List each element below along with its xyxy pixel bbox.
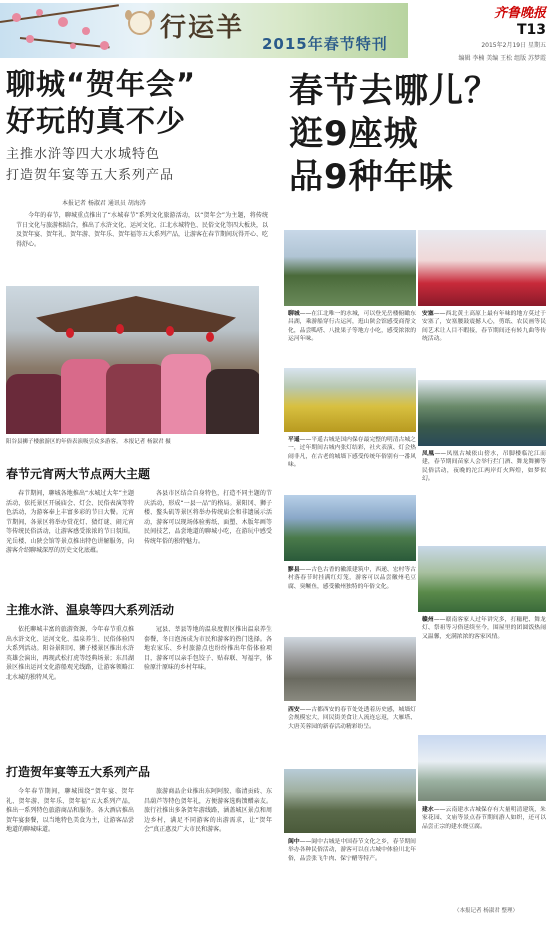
section-3-col2: 旅游商品企业推出东阿阿胶、临清贡砖、东昌葫芦等特色贺年礼，方便游客选购馈赠亲友。旅行社推出多条贺年游线路，涵盖城区景点和周边乡村，满足不同游客的出游需求，让“贺年会”真正惠及广大市民和游客。 <box>144 788 272 833</box>
photo-caption: 阳谷县狮子楼旅游区的年俗表演吸引众多游客。 本报记者 杨淑君 摄 <box>6 439 171 445</box>
langzhong-photo <box>284 769 416 833</box>
compiler-credit: （本报记者 杨淑君 整理） <box>454 908 518 914</box>
performer-image <box>161 354 211 434</box>
performer-image <box>6 374 66 434</box>
city-item-yixian: 黟县——古色古香的徽派建筑中，西递、宏村等古村落春节时挂满红灯笼，游客可以品尝徽州毛豆腐、臭鳜鱼，感受徽州独特的年俗文化。 <box>288 567 416 590</box>
right-headline <box>289 70 499 199</box>
page-number: T13 <box>516 22 546 38</box>
temple-fair-photo <box>6 286 259 434</box>
holiday-banner <box>0 3 408 58</box>
left-subhead-line2: 打造贺年宴等五大系列产品 <box>6 168 175 183</box>
city-item-pingyao: 平遥——平遥古城是国内保存最完整的明清古城之一，过年期间古城内张灯结彩，社火表演、灯会热闹非凡，在古老的城墙下感受传统年俗别有一番风味。 <box>288 437 416 468</box>
plum-blossom-image <box>100 41 109 50</box>
masthead <box>458 2 546 62</box>
right-headline-line1: 春节去哪儿？ <box>289 71 499 111</box>
city-item-langzhong: 阆中——阆中古城是中国春节文化之乡，春节期间举办各种民俗活动，游客可以在古城中体验川北年俗，品尝张飞牛肉、保宁醋等特产。 <box>288 839 416 862</box>
section-2-title: 主推水浒、温泉等四大系列活动 <box>6 603 175 617</box>
section-1 <box>6 465 272 556</box>
city-item-fenghuang: 凤凰——凤凰古城依山傍水，吊脚楼临沱江而建，春节期间苗家人会举行拦门酒、舞龙舞狮等民俗活动，夜晚的沱江两岸灯火辉煌，如梦似幻。 <box>422 451 546 482</box>
xian-photo <box>284 637 416 701</box>
plum-blossom-image <box>58 17 68 27</box>
intro-paragraph: 今年的春节，聊城重点推出了“水城春节”系列文化旅游活动，以“贺年会”为主题，将传统节日文化与旅游相结合，推出了水浒文化、运河文化、江北水城特色、民俗文化等四大板块，以及贺年宴、贺年礼、贺年游、贺年乐、贺年福等五大系列产品，让游客在春节期间玩得开心、吃得舒心。 <box>16 212 269 248</box>
city-item-ansai: 安塞——西北黄土高原上最有年味的地方莫过于安塞了，安塞腰鼓震撼人心，剪纸、农民画等民间艺术让人目不暇接，春节期间还有转九曲等传统活动。 <box>422 311 546 342</box>
city-name: 赣州 <box>422 617 434 623</box>
city-name: 凤凰 <box>422 451 435 457</box>
city-description: 古都西安的春节处处透着历史感，城墙灯会规模宏大，回民街美食让人流连忘返，大雁塔、大唐芙蓉园的新春活动精彩纷呈。 <box>288 707 416 730</box>
city-item-ganzhou: 赣州——赣南客家人过年讲究多，打糍粑、舞龙灯、祭祖等习俗延续至今，围屋里的团圆饭热闹又温馨，充满浓浓的客家风情。 <box>422 617 546 640</box>
plum-blossom-image <box>36 9 43 16</box>
city-item-liaocheng: 聊城——在江北唯一的水城，可以登光岳楼俯瞰东昌湖，乘游船穿行古运河，逛山陕会馆感受商帮文化，品尝呱嗒、八批果子等地方小吃，感受浓浓的运河年味。 <box>288 311 416 342</box>
section-3-title: 打造贺年宴等五大系列产品 <box>6 765 151 779</box>
lantern-image <box>116 324 124 334</box>
lantern-image <box>166 326 174 336</box>
liaocheng-photo <box>284 230 416 306</box>
section-2-col1: 依托聊城丰富的旅游资源，今年春节重点推出水浒文化、运河文化、温泉养生、民俗体验四大系列活动。阳谷景阳冈、狮子楼景区推出水浒英雄会演出，再现武松打虎等经典场景；东昌湖景区推出运河文化游船观光线路，让游客领略江北水城的独特风光。 <box>6 626 134 681</box>
jianshui-photo <box>418 735 546 801</box>
city-item-jianshui: 建水——云南建水古城保存有大量明清建筑，朱家花园、文庙等景点春节期间游人如织，还可以品尝正宗的建水烧豆腐。 <box>422 807 546 830</box>
right-headline-line2: 逛9座城 <box>289 114 419 154</box>
performer-image <box>106 364 166 434</box>
lantern-image <box>206 332 214 342</box>
page-header <box>0 0 550 60</box>
lantern-image <box>66 328 74 338</box>
city-item-xian: 西安——古都西安的春节处处透着历史感，城墙灯会规模宏大，回民街美食让人流连忘返，大雁塔、大唐芙蓉园的新春活动精彩纷呈。 <box>288 707 416 730</box>
city-name: 安塞 <box>422 311 434 317</box>
city-description: 西北黄土高原上最有年味的地方莫过于安塞了，安塞腰鼓震撼人心，剪纸、农民画等民间艺术让人目不暇接，春节期间还有转九曲等传统活动。 <box>422 311 546 342</box>
city-description: 云南建水古城保存有大量明清建筑，朱家花园、文庙等景点春节期间游人如织，还可以品尝正宗的建水烧豆腐。 <box>422 807 546 830</box>
city-name: 黟县 <box>288 567 300 573</box>
performer-image <box>61 359 111 434</box>
section-2-columns <box>6 625 272 682</box>
issue-date: 2015年2月19日 星期五 <box>481 42 546 49</box>
section-3-columns <box>6 787 272 835</box>
city-description: 古色古香的徽派建筑中，西递、宏村等古村落春节时挂满红灯笼，游客可以品尝徽州毛豆腐、臭鳜鱼，感受徽州独特的年俗文化。 <box>288 567 416 590</box>
city-name: 阆中 <box>288 839 300 845</box>
left-headline-line2: 好玩的真不少 <box>6 104 187 138</box>
crowd-image <box>206 369 259 434</box>
left-article <box>6 66 278 249</box>
left-subhead-line1: 主推水浒等四大水城特色 <box>6 147 161 162</box>
city-name: 聊城 <box>288 311 300 317</box>
city-name: 平遥 <box>288 437 300 443</box>
section-2 <box>6 601 272 682</box>
city-description: 阆中古城是中国春节文化之乡，春节期间举办各种民俗活动，游客可以在古城中体验川北年俗，品尝张飞牛肉、保宁醋等特产。 <box>288 839 416 862</box>
section-1-columns <box>6 489 272 556</box>
banner-subtitle: 2015年春节特刊 <box>262 35 388 53</box>
byline: 本报记者 杨淑君 通讯员 胡海涛 <box>62 200 146 207</box>
banner-title: 行运羊 <box>160 13 245 43</box>
paper-name: 齐鲁晚报 <box>493 6 546 21</box>
pingyao-photo <box>284 368 416 432</box>
city-name: 西安 <box>288 707 300 713</box>
plum-blossom-image <box>12 13 21 22</box>
city-description: 赣南客家人过年讲究多，打糍粑、舞龙灯、祭祖等习俗延续至今，围屋里的团圆饭热闹又温馨，充满浓浓的客家风情。 <box>422 617 546 640</box>
city-description: 在江北唯一的水城，可以登光岳楼俯瞰东昌湖，乘游船穿行古运河，逛山陕会馆感受商帮文化，品尝呱嗒、八批果子等地方小吃，感受浓浓的运河年味。 <box>288 311 416 342</box>
sheep-icon <box>128 11 152 35</box>
city-description: 凤凰古城依山傍水，吊脚楼临沱江而建，春节期间苗家人会举行拦门酒、舞龙舞狮等民俗活动，夜晚的沱江两岸灯火辉煌，如梦似幻。 <box>422 451 546 482</box>
section-3-col1: 今年春节期间，聊城围绕“贺年宴、贺年礼、贺年游、贺年乐、贺年福”五大系列产品，推出一系列特色旅游商品和服务。各大酒店推出贺年宴套餐，以当地特色美食为主，让游客品尝地道的聊城味道。 <box>6 788 134 833</box>
temple-roof-image <box>36 296 236 332</box>
editors-line: 编辑 李楠 美编 王松 组版 苏梦霞 <box>458 55 546 62</box>
plum-blossom-image <box>26 35 34 43</box>
fenghuang-photo <box>418 380 546 446</box>
section-3 <box>6 763 272 835</box>
city-description: 平遥古城是国内保存最完整的明清古城之一，过年期间古城内张灯结彩，社火表演、灯会热闹非凡，在古老的城墙下感受传统年俗别有一番风味。 <box>288 437 416 468</box>
section-1-col1: 春节期间，聊城各地推出“水城过大年”主题活动，依托景区开展庙会、灯会、民俗表演等特色活动，为游客奉上丰富多彩的节日大餐。元宵节期间，各景区将举办赏花灯、猜灯谜、闹元宵等传统民俗活动，让游客感受浓浓的节日氛围。光岳楼、山陕会馆等景点推出特色讲解服务，向游客介绍聊城深厚的历史文化底蕴。 <box>6 490 134 554</box>
section-1-title: 春节元宵两大节点两大主题 <box>6 467 151 481</box>
ansai-photo <box>418 230 546 306</box>
section-1-col2: 各县市区结合自身特色，打造不同主题的节庆活动，形成“一县一品”的格局。景阳冈、狮子楼、鳌头矶等景区将举办传统庙会和非遗展示活动，游客可以现场体验剪纸、面塑、木版年画等民间技艺，品尝地道的聊城小吃，在游玩中感受传统年俗的独特魅力。 <box>144 490 272 545</box>
yixian-photo <box>284 495 416 561</box>
left-headline-line1: 聊城“贺年会” <box>6 67 197 101</box>
city-name: 建水 <box>422 807 434 813</box>
plum-blossom-image <box>70 43 76 49</box>
section-2-col2: 冠县、莘县等地的温泉度假区推出温泉养生套餐，冬日泡汤成为市民和游客的热门选择。各地农家乐、乡村旅游点也纷纷推出年俗体验项目，游客可以亲手包饺子、贴春联、写福字，体验原汁原味的乡村年味。 <box>144 626 272 671</box>
right-headline-line3: 品9种年味 <box>289 157 454 197</box>
plum-blossom-image <box>82 27 90 35</box>
ganzhou-photo <box>418 546 546 612</box>
